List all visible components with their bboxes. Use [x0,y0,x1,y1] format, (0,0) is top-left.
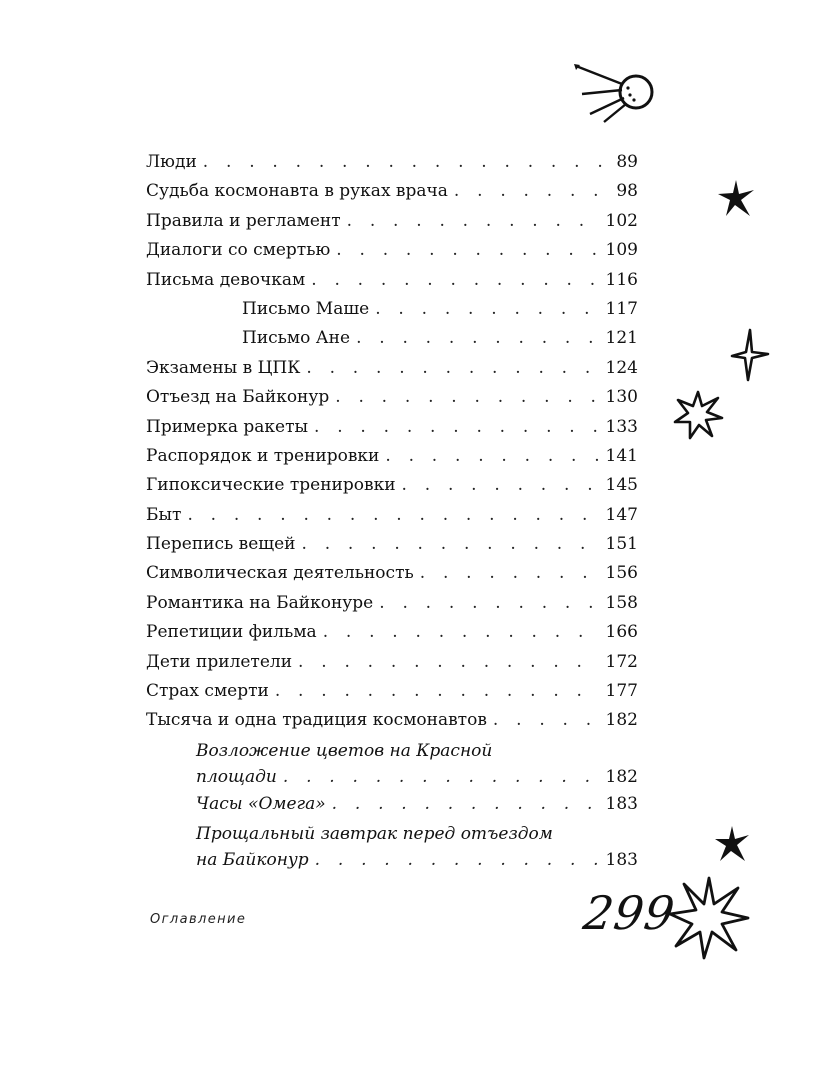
toc-entry[interactable] [146,148,638,177]
toc-page: 102 [605,210,638,231]
toc-entry[interactable] [146,354,638,383]
toc-page: 158 [605,592,638,613]
toc-leader [375,295,599,324]
toc-leader [203,148,608,177]
toc-title: Письма девочкам [146,269,306,290]
toc-page: 109 [605,240,638,261]
toc-page: 151 [605,534,638,555]
toc-page: 116 [605,269,638,290]
toc-entry[interactable] [146,530,638,559]
toc-leader [302,530,600,559]
toc-title: Перепись вещей [146,534,296,555]
toc-title: Страх смерти [146,681,269,702]
toc-leader [493,706,600,735]
toc-entry[interactable] [146,501,638,530]
toc-title: Гипоксические тренировки [146,475,396,496]
toc-title: Романтика на Байконуре [146,592,374,613]
toc-page: 147 [605,504,638,525]
toc-title: Тысяча и одна традиция космонавтов [146,710,487,731]
toc-subentry-line[interactable] [146,739,638,764]
sputnik-icon [570,58,660,128]
toc-title: Дети прилетели [146,651,293,672]
toc-page: 145 [605,475,638,496]
page-number: 299 [580,886,679,940]
toc-title: Часы «Омега» [196,793,326,814]
toc-entry[interactable] [146,559,638,588]
toc-title: на Байконур [196,850,309,871]
toc-title: Символическая деятельность [146,563,414,584]
toc-title: Быт [146,504,182,525]
toc-leader [347,207,600,236]
toc-page: 130 [605,387,638,408]
toc-title: Примерка ракеты [146,416,309,437]
running-footer: Оглавление [150,912,247,927]
toc-entry[interactable] [146,706,638,735]
toc-leader [402,471,600,500]
toc-entry[interactable] [146,236,638,265]
toc-page: 124 [605,357,638,378]
toc-title: Отъезд на Байконур [146,387,330,408]
toc-title: Экзамены в ЦПК [146,357,301,378]
toc-page: 98 [616,181,638,202]
toc-page: 166 [605,622,638,643]
toc-title: Письмо Ане [242,328,351,349]
toc-leader [332,790,600,819]
toc-leader [315,847,600,873]
toc-page: 183 [605,850,638,871]
toc-subentry[interactable] [146,790,638,819]
toc-title: Диалоги со смертью [146,240,331,261]
toc-page: 89 [616,152,638,172]
toc-leader [356,324,599,353]
toc-leader [336,236,599,265]
toc-title: Люди [146,152,197,172]
toc-page: 182 [605,710,638,731]
toc-title: Письмо Маше [242,298,370,319]
toc-leader [420,559,600,588]
toc-entry[interactable] [146,442,638,471]
toc-entry[interactable] [146,618,638,647]
toc-entry[interactable] [146,177,638,206]
toc-page: 121 [605,328,638,349]
toc-entry[interactable] [146,383,638,412]
toc-leader [385,442,599,471]
star-icon [728,326,772,382]
star-icon [666,874,752,960]
toc-page: 117 [605,298,638,319]
toc-page: 156 [605,563,638,584]
toc-leader [314,413,600,442]
toc-leader [454,177,608,206]
toc-page: 182 [605,766,638,787]
table-of-contents [146,148,638,873]
toc-subentry-line[interactable] [146,822,638,847]
toc-entry[interactable] [146,471,638,500]
toc-page: 141 [605,445,638,466]
toc-title: Судьба космонавта в руках врача [146,181,448,202]
toc-title: Репетиции фильма [146,622,317,643]
toc-title: Прощальный завтрак перед отъездом [196,824,553,845]
toc-subentry[interactable] [146,324,638,353]
toc-entry[interactable] [146,413,638,442]
toc-subentry[interactable] [146,764,638,790]
toc-page: 183 [605,793,638,814]
toc-title: Правила и регламент [146,210,341,231]
toc-leader [379,589,599,618]
star-icon [672,388,724,440]
toc-entry[interactable] [146,677,638,706]
toc-leader [323,618,600,647]
toc-leader [275,677,600,706]
toc-leader [187,501,599,530]
toc-entry[interactable] [146,589,638,618]
toc-entry[interactable] [146,266,638,295]
toc-leader [306,354,599,383]
toc-entry[interactable] [146,207,638,236]
toc-page: 172 [605,651,638,672]
toc-page: 133 [605,416,638,437]
toc-title: Распорядок и тренировки [146,445,380,466]
toc-entry[interactable] [146,648,638,677]
toc-leader [335,383,599,412]
star-icon [716,178,756,218]
toc-leader [311,266,599,295]
toc-subentry[interactable] [146,847,638,873]
star-icon [712,824,752,864]
toc-title: площади [196,766,277,787]
toc-page: 177 [605,681,638,702]
toc-leader [283,764,600,790]
toc-subentry[interactable] [146,295,638,324]
toc-title: Возложение цветов на Красной [196,740,493,761]
toc-leader [298,648,600,677]
